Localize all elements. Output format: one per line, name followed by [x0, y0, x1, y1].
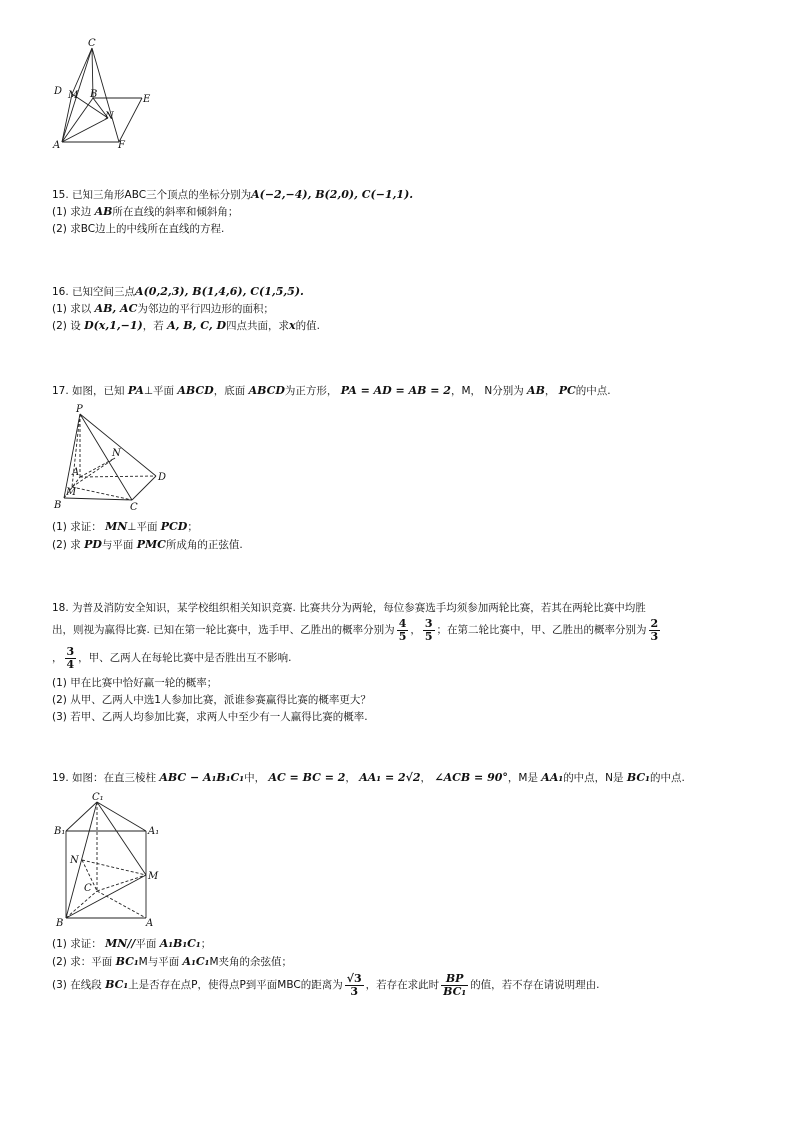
figure-q17 — [50, 402, 175, 514]
fraction-2-3: $\frac{2}{3}$ — [650, 616, 659, 643]
q16-part1: (1) 求以 AB, AC为邻边的平行四边形的面积； — [52, 302, 274, 315]
label-D: D — [158, 472, 167, 483]
label-C: C — [88, 38, 96, 49]
q18-line2: 出，则视为赢得比赛. 已知在第一轮比赛中，选手甲、乙胜出的概率分别为 $\frac{4}{5}$ ， $\frac{3}{5}$ ；在第二轮比赛中，甲、乙胜出的概率分别为 $\frac{2}{3}$ — [52, 616, 659, 643]
label-C: C — [130, 502, 138, 513]
label-A: A — [53, 140, 61, 151]
label-B: B — [56, 918, 64, 929]
fraction-3-4: $\frac{3}{4}$ — [66, 644, 75, 671]
label-M: M — [68, 90, 79, 101]
label-A1: A₁ — [148, 826, 160, 837]
q15-part2: (2) 求BC边上的中线所在直线的方程. — [52, 223, 225, 235]
label-D: D — [54, 86, 63, 97]
q15-stem: 15. 已知三角形ABC三个顶点的坐标分别为A(−2,−4), B(2,0), C(−1,1). — [52, 188, 414, 201]
q16-part2: (2) 设 D(x,1,−1)，若 A, B, C, D四点共面，求x的值. — [52, 319, 320, 332]
label-F: F — [118, 140, 125, 151]
label-C: C — [84, 883, 92, 894]
label-N: N — [70, 855, 79, 866]
q18-line1: 18. 为普及消防安全知识，某学校组织相关知识竞赛. 比赛共分为两轮，每位参赛选手均须参加两轮比赛，若其在两轮比赛中均胜 — [52, 602, 646, 614]
q19-stem: 19. 如图：在直三棱柱 ABC − A₁B₁C₁中， AC = BC = 2， AA₁ = 2√2， ∠ACB = 90°，M是 AA₁的中点，N是 BC₁的中点. — [52, 771, 685, 784]
label-M: M — [66, 487, 77, 498]
label-B1: B₁ — [54, 826, 66, 837]
q19-part2: (2) 求：平面 BC₁M与平面 A₁C₁M夹角的余弦值； — [52, 955, 293, 968]
q18-line3: ， $\frac{3}{4}$ ，甲、乙两人在每轮比赛中是否胜出互不影响. — [52, 644, 292, 671]
fraction-bp-bc1: $\frac{BP}{\text{BC₁}}$ — [443, 971, 467, 998]
q18-part2: (2) 从甲、乙两人中选1人参加比赛，派谁参赛赢得比赛的概率更大？ — [52, 694, 371, 706]
label-P: P — [76, 404, 83, 415]
q15-part1: (1) 求边 AB所在直线的斜率和倾斜角； — [52, 205, 239, 218]
label-A: A — [146, 918, 154, 929]
q17-part2: (2) 求 PD与平面 PMC所成角的正弦值. — [52, 538, 243, 551]
figure-q14 — [50, 36, 160, 151]
label-N: N — [112, 448, 121, 459]
label-B: B — [90, 89, 98, 100]
label-A: A — [72, 467, 80, 478]
fraction-3-5: $\frac{3}{5}$ — [424, 616, 433, 643]
q17-stem: 17. 如图，已知 PA⊥平面 ABCD，底面 ABCD为正方形， PA = AD = AB = 2，M， N分别为 AB， PC的中点. — [52, 384, 611, 397]
label-M: M — [148, 871, 159, 882]
q19-part3: (3) 在线段 BC₁上是否存在点P，使得点P到平面MBC的距离为 $\frac{√3}{3}$ ，若存在求此时 $\frac{BP}{\text{BC₁}}$ 的值，若不存在请说明理由. — [52, 971, 600, 998]
q19-part1: (1) 求证： MN//平面 A₁B₁C₁； — [52, 937, 212, 950]
q18-part3: (3) 若甲、乙两人均参加比赛，求两人中至少有一人赢得比赛的概率. — [52, 711, 368, 723]
q18-part1: (1) 甲在比赛中恰好赢一轮的概率； — [52, 677, 218, 689]
figure-q19 — [52, 788, 167, 930]
fraction-sqrt3-3: $\frac{√3}{3}$ — [346, 971, 362, 998]
label-N: N — [105, 111, 114, 122]
q16-stem: 16. 已知空间三点A(0,2,3), B(1,4,6), C(1,5,5). — [52, 285, 304, 298]
label-C1: C₁ — [92, 792, 104, 803]
fraction-4-5: $\frac{4}{5}$ — [398, 616, 407, 643]
label-E: E — [143, 94, 151, 105]
q17-part1: (1) 求证： MN⊥平面 PCD； — [52, 520, 198, 533]
label-B: B — [54, 500, 62, 511]
